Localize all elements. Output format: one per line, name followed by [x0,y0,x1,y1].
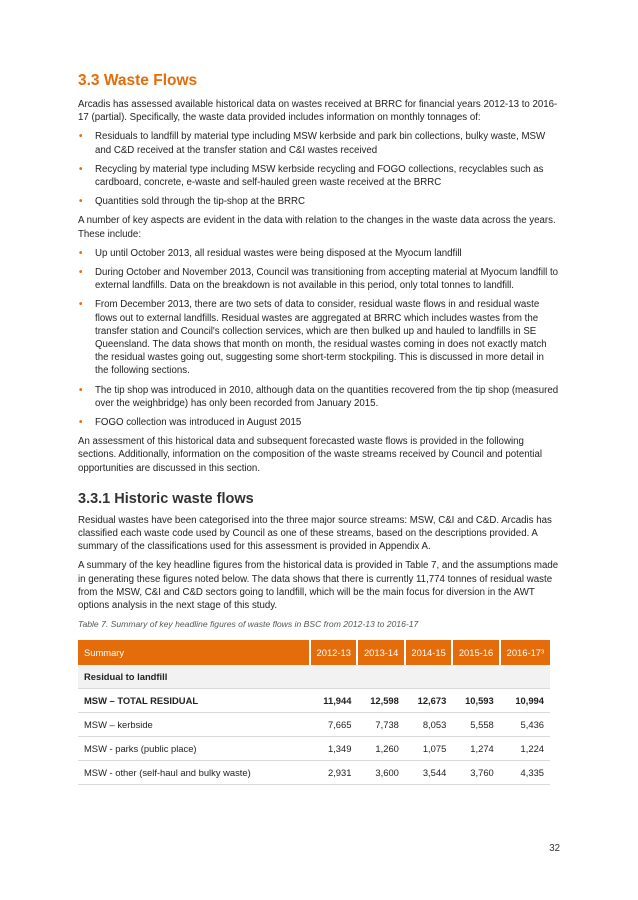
section-heading: 3.3 Waste Flows [78,72,198,89]
table-cell: 5,436 [500,713,550,737]
table-cell: 11,944 [310,689,357,713]
table-cell: 2,931 [310,761,357,785]
table-cell: 8,053 [405,713,452,737]
residual-streams-paragraph: Residual wastes have been categorised into the three major source streams: MSW, C&I and C&D. Arcadis has classified each waste code used by Council as one of these streams, based on the descriptions provided. A summary of the classifications used for this assessment is provided in Appendix A. [78,514,552,553]
assessment-paragraph: An assessment of this historical data and subsequent forecasted waste flows is provided in the following sections. Additionally, information on the composition of the waste streams received by Council and potential opportunities are discussed in this section. [78,436,542,474]
list-item: • Up until October 2013, all residual wastes were being disposed at the Myocum landfill [79,247,462,259]
bullet-icon: • [79,131,83,143]
bullet-icon: • [79,163,83,175]
list-item: • Residuals to landfill by material type including MSW kerbside and park bin collections, bulky waste, MSW and C&D received at the transfer station and C&I wastes received [79,131,546,156]
table-cell: 12,673 [405,689,452,713]
header-cell: 2016-17³ [500,640,550,665]
table-cell: 1,274 [452,737,499,761]
table-cell: 12,598 [357,689,404,713]
list-item: • The tip shop was introduced in 2010, although data on the quantities recovered from the tip shop (measured over the weighbridge) has only been recorded from January 2015. [79,384,559,409]
row-label: MSW - parks (public place) [78,737,310,761]
table-cell: 1,224 [500,737,550,761]
document-page [78,72,560,785]
list-item: • From December 2013, there are two sets of data to consider, residual waste flows in and residual waste flows out to external landfills. Residual wastes are aggregated at BRRC which includes wastes from the transfer station and Council's collection services, which are then bulked up and hauled to landfills in SE Queensland. The data shows that month on month, the residual wastes coming in does not exactly match the residual wastes going out, suggesting some short-term stockpiling. This is discussed in more detail in the following sections. [79,299,547,377]
table-cell: 1,075 [405,737,452,761]
list-item: • Recycling by material type including MSW kerbside recycling and FOGO collections, recyclables such as cardboard, concrete, e-waste and self-hauled green waste received at the BRRC [79,163,544,189]
page-number: 32 [549,843,560,854]
row-label: MSW - other (self-haul and bulky waste) [78,761,310,785]
header-cell: 2015-16 [452,640,499,665]
table-cell: 10,994 [500,689,550,713]
table-cell: 3,760 [452,761,499,785]
row-label: MSW – TOTAL RESIDUAL [78,689,310,713]
bullet-icon: • [79,247,83,259]
table-group-row [78,665,550,689]
list-item: • FOGO collection was introduced in August 2015 [79,417,302,429]
table-row [78,737,550,761]
table-cell: 7,738 [357,713,404,737]
header-cell: 2013-14 [357,640,404,665]
table-caption: Table 7. Summary of key headline figures of waste flows in BSC from 2012-13 to 2016-17 [78,619,419,630]
group-label: Residual to landfill [78,665,550,689]
bullet-list-data-types [78,130,560,208]
table-row [78,689,550,713]
table-row [78,713,550,737]
header-cell: Summary [78,640,310,665]
bullet-icon: • [79,417,83,429]
bullet-icon: • [79,384,83,396]
table-cell: 4,335 [500,761,550,785]
bullet-icon: • [79,267,83,279]
table-cell: 1,260 [357,737,404,761]
table-row [78,761,550,785]
row-label: MSW – kerbside [78,713,310,737]
table-header-row [78,640,550,665]
table-cell: 3,600 [357,761,404,785]
waste-flows-table [78,640,550,785]
table-cell: 3,544 [405,761,452,785]
table-cell: 5,558 [452,713,499,737]
header-cell: 2012-13 [310,640,357,665]
subsection-heading: 3.3.1 Historic waste flows [78,490,254,507]
section-intro: Arcadis has assessed available historical data on wastes received at BRRC for financial years 2012-13 to 2016-17 (partial). Specifically, the waste data provided includes information on monthly tonnages of: [78,99,558,124]
headline-figures-paragraph: A summary of the key headline figures from the historical data is provided in Table 7, and the assumptions made in generating these figures noted below. The data shows that there is currently 11,774 tonnes of residual waste from the MSW, C&I and C&D sectors going to landfill, which will be the main focus for diversion in the AWT options analysis in the next stage of this study. [78,560,559,612]
table-cell: 1,349 [310,737,357,761]
list-item: • Quantities sold through the tip-shop at the BRRC [79,196,306,208]
bullet-icon: • [79,196,83,208]
bullet-icon: • [79,299,83,311]
key-aspects-paragraph: A number of key aspects are evident in the data with relation to the changes in the waste data across the years. These include: [78,215,556,240]
table-cell: 7,665 [310,713,357,737]
header-cell: 2014-15 [405,640,452,665]
list-item: • During October and November 2013, Council was transitioning from accepting material at Myocum landfill to external landfills. Data on the breakdown is not available in this period, only total tonnes to landfill. [79,267,559,292]
table-cell: 10,593 [452,689,499,713]
bullet-list-key-aspects [78,247,560,429]
